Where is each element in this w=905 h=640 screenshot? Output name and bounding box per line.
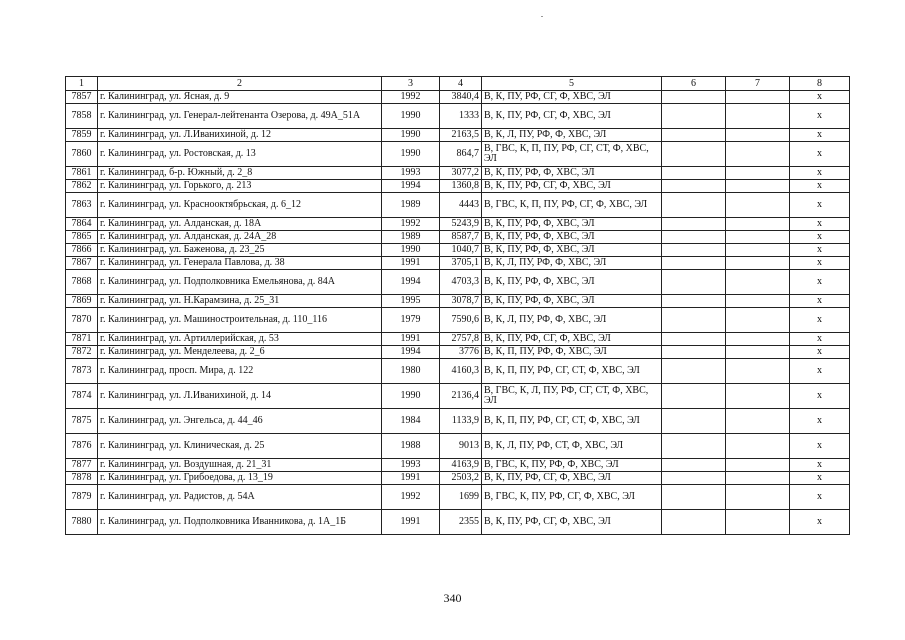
- col7-cell: [726, 485, 790, 510]
- col6-cell: [662, 485, 726, 510]
- area-cell: 3077,2: [440, 167, 482, 180]
- col7-cell: [726, 472, 790, 485]
- row-number: 7865: [66, 231, 98, 244]
- table-row: [66, 231, 850, 244]
- col6-cell: [662, 359, 726, 384]
- page-number: 340: [443, 591, 462, 605]
- col7-cell: [726, 359, 790, 384]
- row-number: 7862: [66, 180, 98, 193]
- col7-cell: [726, 257, 790, 270]
- address-cell: г. Калининград, б-р. Южный, д. 2_8: [98, 167, 382, 180]
- address-cell: г. Калининград, ул. Алданская, д. 18А: [98, 218, 382, 231]
- address-cell: г. Калининград, ул. Ростовская, д. 13: [98, 142, 382, 167]
- row-number: 7873: [66, 359, 98, 384]
- col6-cell: [662, 91, 726, 104]
- year-cell: 1988: [382, 434, 440, 459]
- row-number: 7876: [66, 434, 98, 459]
- area-cell: 1360,8: [440, 180, 482, 193]
- mark-cell: x: [790, 409, 850, 434]
- col7-cell: [726, 333, 790, 346]
- mark-cell: x: [790, 270, 850, 295]
- year-cell: 1991: [382, 257, 440, 270]
- area-cell: 7590,6: [440, 308, 482, 333]
- systems-cell: В, К, ПУ, РФ, Ф, ХВС, ЭЛ: [482, 231, 662, 244]
- address-cell: г. Калининград, ул. Генерал-лейтенанта Озерова, д. 49А_51А: [98, 104, 382, 129]
- row-number: 7857: [66, 91, 98, 104]
- col-header-6: 6: [662, 77, 726, 91]
- area-cell: 1040,7: [440, 244, 482, 257]
- col7-cell: [726, 270, 790, 295]
- mark-cell: x: [790, 459, 850, 472]
- year-cell: 1990: [382, 142, 440, 167]
- row-number: 7867: [66, 257, 98, 270]
- area-cell: 1133,9: [440, 409, 482, 434]
- mark-cell: x: [790, 104, 850, 129]
- area-cell: 5243,9: [440, 218, 482, 231]
- address-cell: г. Калининград, ул. Баженова, д. 23_25: [98, 244, 382, 257]
- systems-cell: В, К, ПУ, РФ, Ф, ХВС, ЭЛ: [482, 244, 662, 257]
- table-row: [66, 244, 850, 257]
- year-cell: 1992: [382, 218, 440, 231]
- area-cell: 2757,8: [440, 333, 482, 346]
- col6-cell: [662, 193, 726, 218]
- col7-cell: [726, 129, 790, 142]
- systems-cell: В, ГВС, К, ПУ, РФ, СГ, Ф, ХВС, ЭЛ: [482, 485, 662, 510]
- col6-cell: [662, 409, 726, 434]
- table-row: [66, 409, 850, 434]
- address-cell: г. Калининград, ул. Алданская, д. 24А_28: [98, 231, 382, 244]
- col7-cell: [726, 142, 790, 167]
- col7-cell: [726, 295, 790, 308]
- col7-cell: [726, 244, 790, 257]
- col7-cell: [726, 167, 790, 180]
- year-cell: 1993: [382, 459, 440, 472]
- systems-cell: В, ГВС, К, Л, ПУ, РФ, СГ, СТ, Ф, ХВС, ЭЛ: [482, 384, 662, 409]
- scan-speck: [541, 16, 543, 17]
- col6-cell: [662, 180, 726, 193]
- col7-cell: [726, 218, 790, 231]
- table-row: [66, 104, 850, 129]
- table-row: [66, 180, 850, 193]
- address-cell: г. Калининград, ул. Менделеева, д. 2_6: [98, 346, 382, 359]
- year-cell: 1991: [382, 472, 440, 485]
- col-header-2: 2: [98, 77, 382, 91]
- year-cell: 1993: [382, 167, 440, 180]
- col6-cell: [662, 257, 726, 270]
- systems-cell: В, К, ПУ, РФ, Ф, ХВС, ЭЛ: [482, 218, 662, 231]
- year-cell: 1991: [382, 510, 440, 535]
- col7-cell: [726, 180, 790, 193]
- col-header-4: 4: [440, 77, 482, 91]
- area-cell: 2503,2: [440, 472, 482, 485]
- area-cell: 2136,4: [440, 384, 482, 409]
- address-cell: г. Калининград, ул. Л.Иванихиной, д. 14: [98, 384, 382, 409]
- year-cell: 1994: [382, 180, 440, 193]
- mark-cell: x: [790, 308, 850, 333]
- col6-cell: [662, 244, 726, 257]
- systems-cell: В, К, П, ПУ, РФ, СГ, СТ, Ф, ХВС, ЭЛ: [482, 409, 662, 434]
- address-cell: г. Калининград, ул. Воздушная, д. 21_31: [98, 459, 382, 472]
- row-number: 7877: [66, 459, 98, 472]
- mark-cell: x: [790, 346, 850, 359]
- address-cell: г. Калининград, ул. Н.Карамзина, д. 25_31: [98, 295, 382, 308]
- table-row: [66, 485, 850, 510]
- year-cell: 1980: [382, 359, 440, 384]
- systems-cell: В, К, ПУ, РФ, Ф, ХВС, ЭЛ: [482, 270, 662, 295]
- area-cell: 3776: [440, 346, 482, 359]
- systems-cell: В, К, Л, ПУ, РФ, Ф, ХВС, ЭЛ: [482, 308, 662, 333]
- systems-cell: В, К, ПУ, РФ, СГ, Ф, ХВС, ЭЛ: [482, 333, 662, 346]
- col6-cell: [662, 218, 726, 231]
- col6-cell: [662, 167, 726, 180]
- table-row: [66, 129, 850, 142]
- col7-cell: [726, 384, 790, 409]
- col-header-7: 7: [726, 77, 790, 91]
- area-cell: 4163,9: [440, 459, 482, 472]
- address-cell: г. Калининград, ул. Горького, д. 213: [98, 180, 382, 193]
- row-number: 7874: [66, 384, 98, 409]
- table-row: [66, 346, 850, 359]
- year-cell: 1989: [382, 231, 440, 244]
- systems-cell: В, К, Л, ПУ, РФ, СТ, Ф, ХВС, ЭЛ: [482, 434, 662, 459]
- address-cell: г. Калининград, ул. Подполковника Иванникова, д. 1А_1Б: [98, 510, 382, 535]
- area-cell: 8587,7: [440, 231, 482, 244]
- systems-cell: В, К, ПУ, РФ, СГ, Ф, ХВС, ЭЛ: [482, 91, 662, 104]
- area-cell: 1333: [440, 104, 482, 129]
- address-cell: г. Калининград, ул. Краснооктябрьская, д. 6_12: [98, 193, 382, 218]
- col6-cell: [662, 270, 726, 295]
- col7-cell: [726, 510, 790, 535]
- year-cell: 1990: [382, 384, 440, 409]
- systems-cell: В, К, Л, ПУ, РФ, Ф, ХВС, ЭЛ: [482, 257, 662, 270]
- col6-cell: [662, 142, 726, 167]
- row-number: 7879: [66, 485, 98, 510]
- row-number: 7871: [66, 333, 98, 346]
- col6-cell: [662, 129, 726, 142]
- year-cell: 1994: [382, 346, 440, 359]
- col7-cell: [726, 308, 790, 333]
- col6-cell: [662, 384, 726, 409]
- table-row: [66, 333, 850, 346]
- area-cell: 4703,3: [440, 270, 482, 295]
- year-cell: 1990: [382, 244, 440, 257]
- table-row: [66, 459, 850, 472]
- col7-cell: [726, 193, 790, 218]
- systems-cell: В, К, П, ПУ, РФ, СГ, СТ, Ф, ХВС, ЭЛ: [482, 359, 662, 384]
- systems-cell: В, К, ПУ, РФ, СГ, Ф, ХВС, ЭЛ: [482, 104, 662, 129]
- col6-cell: [662, 308, 726, 333]
- mark-cell: x: [790, 129, 850, 142]
- systems-cell: В, ГВС, К, ПУ, РФ, Ф, ХВС, ЭЛ: [482, 459, 662, 472]
- area-cell: 9013: [440, 434, 482, 459]
- area-cell: 4443: [440, 193, 482, 218]
- year-cell: 1990: [382, 129, 440, 142]
- row-number: 7869: [66, 295, 98, 308]
- mark-cell: x: [790, 510, 850, 535]
- row-number: 7863: [66, 193, 98, 218]
- col7-cell: [726, 104, 790, 129]
- col6-cell: [662, 459, 726, 472]
- address-cell: г. Калининград, ул. Генерала Павлова, д. 38: [98, 257, 382, 270]
- systems-cell: В, К, ПУ, РФ, СГ, Ф, ХВС, ЭЛ: [482, 510, 662, 535]
- table-row: [66, 472, 850, 485]
- row-number: 7868: [66, 270, 98, 295]
- col-header-5: 5: [482, 77, 662, 91]
- mark-cell: x: [790, 193, 850, 218]
- mark-cell: x: [790, 485, 850, 510]
- row-number: 7864: [66, 218, 98, 231]
- col6-cell: [662, 333, 726, 346]
- table-row: [66, 359, 850, 384]
- table-row: [66, 142, 850, 167]
- systems-cell: В, К, П, ПУ, РФ, Ф, ХВС, ЭЛ: [482, 346, 662, 359]
- year-cell: 1994: [382, 270, 440, 295]
- mark-cell: x: [790, 231, 850, 244]
- year-cell: 1992: [382, 485, 440, 510]
- col-header-3: 3: [382, 77, 440, 91]
- col7-cell: [726, 346, 790, 359]
- row-number: 7859: [66, 129, 98, 142]
- mark-cell: x: [790, 333, 850, 346]
- table-row: [66, 510, 850, 535]
- address-cell: г. Калининград, просп. Мира, д. 122: [98, 359, 382, 384]
- address-cell: г. Калининград, ул. Ясная, д. 9: [98, 91, 382, 104]
- col6-cell: [662, 472, 726, 485]
- mark-cell: x: [790, 384, 850, 409]
- col6-cell: [662, 510, 726, 535]
- col7-cell: [726, 231, 790, 244]
- address-cell: г. Калининград, ул. Л.Иванихиной, д. 12: [98, 129, 382, 142]
- systems-cell: В, К, ПУ, РФ, СГ, Ф, ХВС, ЭЛ: [482, 180, 662, 193]
- mark-cell: x: [790, 244, 850, 257]
- row-number: 7878: [66, 472, 98, 485]
- area-cell: 3078,7: [440, 295, 482, 308]
- address-cell: г. Калининград, ул. Клиническая, д. 25: [98, 434, 382, 459]
- col-header-1: 1: [66, 77, 98, 91]
- address-cell: г. Калининград, ул. Грибоедова, д. 13_19: [98, 472, 382, 485]
- mark-cell: x: [790, 167, 850, 180]
- col6-cell: [662, 434, 726, 459]
- col6-cell: [662, 104, 726, 129]
- row-number: 7875: [66, 409, 98, 434]
- mark-cell: x: [790, 142, 850, 167]
- table-row: [66, 218, 850, 231]
- mark-cell: x: [790, 180, 850, 193]
- row-number: 7860: [66, 142, 98, 167]
- year-cell: 1989: [382, 193, 440, 218]
- col6-cell: [662, 231, 726, 244]
- row-number: 7872: [66, 346, 98, 359]
- area-cell: 3705,1: [440, 257, 482, 270]
- row-number: 7861: [66, 167, 98, 180]
- year-cell: 1984: [382, 409, 440, 434]
- area-cell: 4160,3: [440, 359, 482, 384]
- year-cell: 1992: [382, 91, 440, 104]
- mark-cell: x: [790, 434, 850, 459]
- year-cell: 1991: [382, 333, 440, 346]
- area-cell: 864,7: [440, 142, 482, 167]
- address-cell: г. Калининград, ул. Машиностроительная, д. 110_116: [98, 308, 382, 333]
- column-number-row: [66, 77, 850, 91]
- table-row: [66, 270, 850, 295]
- col6-cell: [662, 346, 726, 359]
- table-row: [66, 295, 850, 308]
- year-cell: 1979: [382, 308, 440, 333]
- address-cell: г. Калининград, ул. Артиллерийская, д. 53: [98, 333, 382, 346]
- mark-cell: x: [790, 359, 850, 384]
- mark-cell: x: [790, 218, 850, 231]
- table-row: [66, 167, 850, 180]
- area-cell: 3840,4: [440, 91, 482, 104]
- mark-cell: x: [790, 91, 850, 104]
- address-cell: г. Калининград, ул. Энгельса, д. 44_46: [98, 409, 382, 434]
- systems-cell: В, ГВС, К, П, ПУ, РФ, СГ, Ф, ХВС, ЭЛ: [482, 193, 662, 218]
- table-body: [66, 77, 850, 535]
- area-cell: 1699: [440, 485, 482, 510]
- systems-cell: В, К, ПУ, РФ, Ф, ХВС, ЭЛ: [482, 295, 662, 308]
- table-row: [66, 308, 850, 333]
- col-header-8: 8: [790, 77, 850, 91]
- year-cell: 1995: [382, 295, 440, 308]
- housing-register-table: [65, 76, 850, 535]
- col6-cell: [662, 295, 726, 308]
- table-row: [66, 384, 850, 409]
- row-number: 7870: [66, 308, 98, 333]
- systems-cell: В, К, ПУ, РФ, Ф, ХВС, ЭЛ: [482, 167, 662, 180]
- row-number: 7880: [66, 510, 98, 535]
- col7-cell: [726, 91, 790, 104]
- mark-cell: x: [790, 295, 850, 308]
- systems-cell: В, К, Л, ПУ, РФ, Ф, ХВС, ЭЛ: [482, 129, 662, 142]
- col7-cell: [726, 459, 790, 472]
- table-row: [66, 257, 850, 270]
- year-cell: 1990: [382, 104, 440, 129]
- row-number: 7866: [66, 244, 98, 257]
- address-cell: г. Калининград, ул. Радистов, д. 54А: [98, 485, 382, 510]
- table-row: [66, 91, 850, 104]
- systems-cell: В, К, ПУ, РФ, СГ, Ф, ХВС, ЭЛ: [482, 472, 662, 485]
- table-row: [66, 434, 850, 459]
- area-cell: 2355: [440, 510, 482, 535]
- mark-cell: x: [790, 472, 850, 485]
- address-cell: г. Калининград, ул. Подполковника Емельянова, д. 84А: [98, 270, 382, 295]
- systems-cell: В, ГВС, К, П, ПУ, РФ, СГ, СТ, Ф, ХВС, ЭЛ: [482, 142, 662, 167]
- col7-cell: [726, 434, 790, 459]
- table-row: [66, 193, 850, 218]
- area-cell: 2163,5: [440, 129, 482, 142]
- mark-cell: x: [790, 257, 850, 270]
- row-number: 7858: [66, 104, 98, 129]
- col7-cell: [726, 409, 790, 434]
